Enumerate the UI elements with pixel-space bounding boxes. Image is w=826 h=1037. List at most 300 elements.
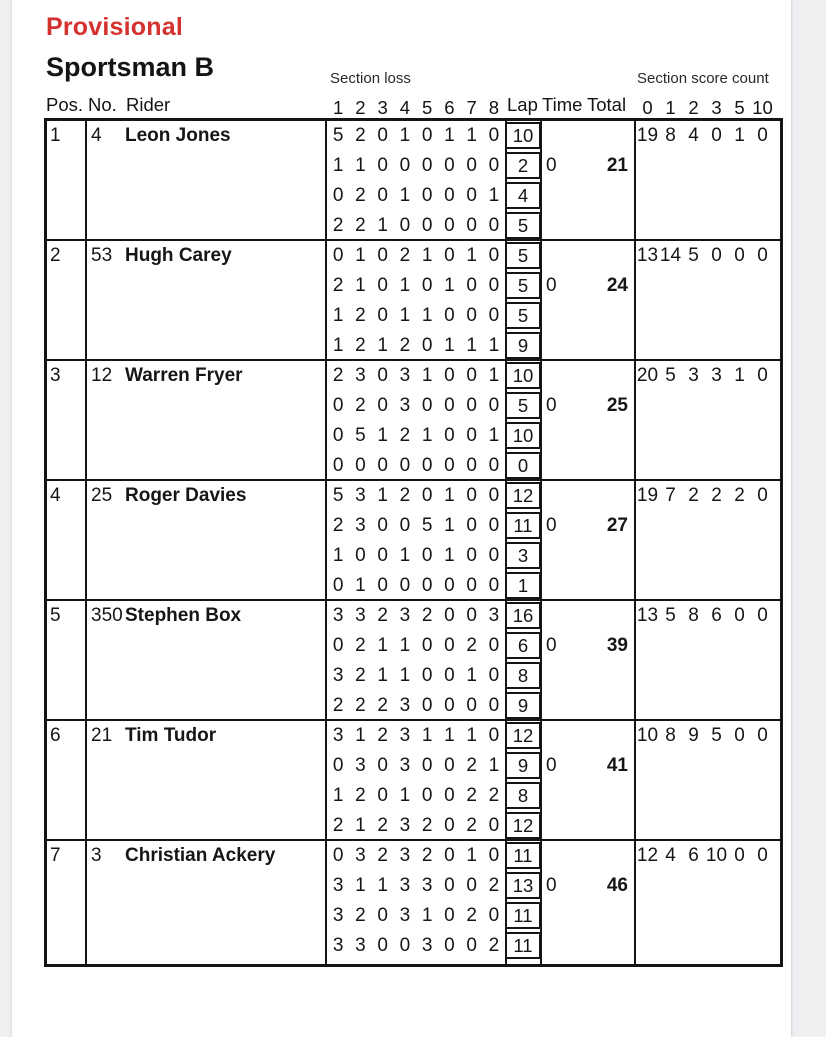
lap-total-value: 8	[505, 782, 541, 809]
lap-total-value: 12	[505, 812, 541, 839]
section-loss-value: 3	[421, 875, 433, 896]
section-loss-value: 0	[377, 275, 388, 296]
section-loss-value: 0	[355, 455, 366, 476]
section-loss-value: 2	[355, 185, 366, 206]
lap-total-column	[505, 602, 541, 722]
section-loss-value: 2	[355, 905, 366, 926]
pos-value: 4	[50, 485, 61, 506]
section-loss-value: 0	[377, 395, 388, 416]
section-loss-value: 0	[399, 455, 411, 476]
section-numbers-header	[327, 93, 505, 117]
score-count-value: 4	[688, 125, 699, 146]
score-count-value: 0	[757, 245, 768, 266]
section-loss-value: 3	[332, 875, 344, 896]
lap-total-value: 1	[505, 572, 541, 599]
score-count-grid	[636, 721, 774, 751]
section-loss-value: 0	[377, 935, 388, 956]
lap-total-value: 11	[505, 902, 541, 929]
score-count-value: 5	[665, 365, 676, 386]
score-count-header: 0	[642, 97, 653, 118]
lap-total-value: 0	[505, 452, 541, 479]
section-loss-value: 3	[399, 815, 411, 836]
section-loss-value: 0	[466, 365, 477, 386]
section-loss-value: 0	[466, 515, 477, 536]
section-loss-value: 0	[421, 155, 433, 176]
section-loss-value: 3	[488, 605, 500, 626]
total-value: 46	[606, 875, 628, 896]
section-loss-value: 2	[399, 245, 411, 266]
score-count-value: 10	[636, 725, 659, 746]
section-loss-value: 0	[488, 395, 500, 416]
section-loss-value: 0	[444, 575, 455, 596]
section-loss-value: 0	[488, 515, 500, 536]
section-loss-value: 2	[466, 785, 477, 806]
section-loss-value: 0	[488, 155, 500, 176]
section-loss-value: 0	[466, 215, 477, 236]
score-count-value: 6	[711, 605, 722, 626]
section-loss-value: 1	[421, 245, 433, 266]
section-loss-value: 0	[377, 365, 388, 386]
table-row	[47, 601, 780, 721]
section-number-header: 4	[399, 97, 411, 118]
section-loss-value: 0	[488, 455, 500, 476]
lap-total-value: 2	[505, 152, 541, 179]
score-count-value: 20	[636, 365, 659, 386]
section-loss-value: 0	[488, 845, 500, 866]
rider-number: 3	[91, 845, 102, 866]
score-count-grid	[636, 601, 774, 631]
section-loss-value: 5	[332, 485, 344, 506]
section-loss-value: 0	[332, 575, 344, 596]
lap-total-value: 11	[505, 932, 541, 959]
score-count-value: 8	[665, 125, 676, 146]
section-loss-value: 0	[377, 905, 388, 926]
rider-column-header: Rider	[126, 94, 171, 115]
section-loss-value: 0	[332, 425, 344, 446]
results-table	[44, 118, 783, 967]
section-loss-value: 0	[377, 545, 388, 566]
rider-name: Roger Davies	[125, 485, 247, 506]
lap-total-value: 3	[505, 542, 541, 569]
score-count-headers	[636, 93, 774, 117]
section-loss-value: 3	[399, 605, 411, 626]
section-loss-value: 0	[444, 845, 455, 866]
lap-total-value: 10	[505, 362, 541, 389]
section-loss-value: 1	[488, 335, 500, 356]
section-loss-value: 1	[399, 635, 411, 656]
section-loss-value: 2	[466, 905, 477, 926]
section-loss-value: 2	[377, 695, 388, 716]
score-count-value: 19	[636, 125, 659, 146]
section-loss-value: 2	[488, 935, 500, 956]
column-divider	[85, 481, 87, 599]
score-count-value: 0	[711, 125, 722, 146]
lap-column-header: Lap	[507, 94, 538, 115]
section-loss-value: 2	[421, 815, 433, 836]
section-number-header: 8	[488, 97, 500, 118]
score-count-value: 6	[688, 845, 699, 866]
section-loss-value: 2	[355, 635, 366, 656]
score-count-value: 13	[636, 605, 659, 626]
section-loss-value: 0	[488, 815, 500, 836]
section-loss-value: 0	[421, 125, 433, 146]
time-value: 0	[546, 515, 557, 536]
score-count-value: 7	[665, 485, 676, 506]
section-loss-label: Section loss	[330, 70, 411, 87]
section-loss-value: 0	[444, 785, 455, 806]
section-loss-value: 0	[421, 455, 433, 476]
score-count-value: 1	[734, 365, 745, 386]
section-loss-value: 0	[332, 635, 344, 656]
lap-total-column	[505, 242, 541, 362]
section-loss-value: 3	[355, 755, 366, 776]
provisional-title: Provisional	[46, 13, 183, 41]
section-loss-value: 1	[355, 725, 366, 746]
section-loss-value: 0	[444, 215, 455, 236]
lap-total-value: 5	[505, 272, 541, 299]
section-loss-value: 0	[377, 245, 388, 266]
section-loss-value: 1	[444, 335, 455, 356]
column-divider	[85, 601, 87, 719]
score-count-value: 12	[636, 845, 659, 866]
section-loss-value: 0	[466, 455, 477, 476]
rider-number: 4	[91, 125, 102, 146]
table-row	[47, 841, 780, 964]
section-loss-value: 5	[332, 125, 344, 146]
section-score-count-label: Section score count	[637, 70, 769, 87]
score-count-value: 0	[711, 245, 722, 266]
section-loss-value: 1	[421, 305, 433, 326]
section-loss-value: 0	[444, 635, 455, 656]
section-loss-grid	[327, 841, 505, 961]
section-loss-value: 0	[466, 575, 477, 596]
section-loss-value: 3	[399, 875, 411, 896]
section-loss-value: 0	[355, 545, 366, 566]
section-loss-value: 3	[332, 665, 344, 686]
score-count-value: 0	[757, 365, 768, 386]
score-count-value: 0	[757, 725, 768, 746]
section-loss-value: 0	[488, 125, 500, 146]
section-loss-value: 0	[377, 455, 388, 476]
section-loss-value: 0	[488, 665, 500, 686]
rider-name: Leon Jones	[125, 125, 231, 146]
section-loss-value: 0	[377, 305, 388, 326]
section-loss-value: 3	[399, 905, 411, 926]
section-loss-value: 1	[466, 725, 477, 746]
section-loss-value: 1	[377, 215, 388, 236]
total-value: 24	[606, 275, 628, 296]
section-number-header: 6	[444, 97, 455, 118]
rider-name: Warren Fryer	[125, 365, 243, 386]
section-loss-value: 3	[355, 515, 366, 536]
section-loss-value: 0	[332, 245, 344, 266]
section-loss-value: 0	[377, 575, 388, 596]
section-loss-value: 1	[332, 785, 344, 806]
score-count-value: 9	[688, 725, 699, 746]
section-loss-value: 3	[399, 725, 411, 746]
section-loss-value: 0	[444, 815, 455, 836]
rider-name: Stephen Box	[125, 605, 242, 626]
table-row	[47, 481, 780, 601]
section-loss-value: 2	[332, 215, 344, 236]
rider-number: 53	[91, 245, 113, 266]
section-loss-value: 1	[399, 305, 411, 326]
section-loss-value: 0	[488, 245, 500, 266]
time-value: 0	[546, 755, 557, 776]
section-loss-value: 0	[488, 905, 500, 926]
total-value: 27	[606, 515, 628, 536]
section-loss-value: 1	[332, 545, 344, 566]
no-column-header: No.	[88, 94, 117, 115]
section-loss-value: 0	[488, 545, 500, 566]
score-count-value: 0	[734, 245, 745, 266]
section-loss-value: 1	[466, 335, 477, 356]
section-loss-value: 3	[399, 755, 411, 776]
score-count-grid	[636, 361, 774, 391]
section-loss-value: 1	[421, 905, 433, 926]
section-loss-value: 0	[421, 215, 433, 236]
time-value: 0	[546, 395, 557, 416]
section-loss-value: 0	[399, 575, 411, 596]
score-count-value: 1	[734, 125, 745, 146]
table-row	[47, 721, 780, 841]
score-count-grid	[636, 841, 774, 871]
section-loss-value: 0	[421, 485, 433, 506]
section-loss-value: 1	[399, 185, 411, 206]
section-loss-grid	[327, 121, 505, 241]
section-loss-value: 1	[488, 365, 500, 386]
pos-column-header: Pos.	[46, 94, 84, 115]
section-loss-value: 0	[466, 875, 477, 896]
section-loss-value: 3	[421, 935, 433, 956]
score-count-value: 4	[665, 845, 676, 866]
section-number-header: 2	[355, 97, 366, 118]
rider-name: Tim Tudor	[125, 725, 217, 746]
score-count-value: 8	[665, 725, 676, 746]
section-loss-value: 0	[399, 215, 411, 236]
section-loss-value: 1	[466, 125, 477, 146]
section-loss-value: 2	[421, 605, 433, 626]
section-loss-value: 0	[421, 785, 433, 806]
score-count-value: 10	[705, 845, 728, 866]
lap-total-value: 6	[505, 632, 541, 659]
total-value: 39	[606, 635, 628, 656]
section-loss-value: 2	[332, 695, 344, 716]
section-loss-value: 3	[355, 845, 366, 866]
section-loss-value: 2	[332, 515, 344, 536]
section-loss-value: 1	[444, 515, 455, 536]
lap-total-value: 9	[505, 332, 541, 359]
section-loss-value: 0	[421, 185, 433, 206]
lap-total-value: 9	[505, 752, 541, 779]
section-loss-value: 0	[466, 185, 477, 206]
section-loss-value: 3	[332, 905, 344, 926]
section-loss-value: 0	[421, 335, 433, 356]
table-row	[47, 121, 780, 241]
section-loss-value: 0	[332, 455, 344, 476]
section-loss-value: 3	[355, 605, 366, 626]
section-loss-value: 0	[421, 395, 433, 416]
section-loss-grid	[327, 601, 505, 721]
section-loss-value: 2	[377, 725, 388, 746]
column-divider	[85, 241, 87, 359]
score-count-value: 0	[757, 845, 768, 866]
section-loss-value: 2	[355, 215, 366, 236]
section-loss-value: 0	[488, 575, 500, 596]
section-loss-value: 3	[355, 365, 366, 386]
section-loss-value: 0	[421, 635, 433, 656]
score-count-value: 2	[688, 485, 699, 506]
section-loss-value: 0	[444, 395, 455, 416]
section-loss-value: 0	[332, 185, 344, 206]
section-loss-value: 0	[466, 935, 477, 956]
total-column-header: Total	[587, 94, 627, 115]
section-loss-value: 0	[466, 695, 477, 716]
section-loss-value: 0	[466, 275, 477, 296]
section-loss-value: 0	[488, 305, 500, 326]
section-loss-value: 0	[466, 395, 477, 416]
section-loss-value: 2	[355, 395, 366, 416]
section-loss-value: 2	[377, 605, 388, 626]
section-loss-value: 1	[332, 335, 344, 356]
section-loss-value: 0	[421, 695, 433, 716]
section-loss-value: 0	[466, 155, 477, 176]
score-count-value: 19	[636, 485, 659, 506]
lap-total-value: 5	[505, 212, 541, 239]
section-loss-value: 0	[444, 365, 455, 386]
section-loss-value: 5	[421, 515, 433, 536]
section-loss-value: 1	[444, 125, 455, 146]
section-loss-value: 5	[355, 425, 366, 446]
section-loss-value: 1	[377, 425, 388, 446]
section-loss-value: 1	[399, 275, 411, 296]
lap-total-value: 9	[505, 692, 541, 719]
section-number-header: 5	[421, 97, 433, 118]
section-loss-value: 0	[444, 755, 455, 776]
section-loss-value: 2	[355, 695, 366, 716]
score-count-value: 0	[757, 605, 768, 626]
score-count-value: 5	[711, 725, 722, 746]
section-loss-value: 1	[332, 305, 344, 326]
section-loss-value: 0	[332, 395, 344, 416]
section-loss-value: 0	[444, 935, 455, 956]
lap-total-value: 11	[505, 512, 541, 539]
section-loss-value: 2	[466, 815, 477, 836]
section-loss-value: 0	[488, 275, 500, 296]
column-divider	[85, 841, 87, 964]
section-loss-value: 0	[444, 875, 455, 896]
section-loss-value: 1	[377, 485, 388, 506]
section-loss-value: 0	[488, 485, 500, 506]
section-loss-value: 0	[399, 515, 411, 536]
section-loss-value: 3	[399, 845, 411, 866]
time-value: 0	[546, 875, 557, 896]
section-loss-value: 0	[444, 605, 455, 626]
score-count-grid	[636, 481, 774, 511]
section-loss-value: 1	[444, 485, 455, 506]
section-loss-value: 0	[444, 665, 455, 686]
lap-total-column	[505, 362, 541, 482]
score-count-header: 1	[665, 97, 676, 118]
score-count-value: 2	[711, 485, 722, 506]
section-loss-value: 1	[377, 335, 388, 356]
section-loss-value: 1	[444, 275, 455, 296]
section-loss-value: 2	[377, 815, 388, 836]
section-loss-value: 1	[421, 725, 433, 746]
section-loss-value: 3	[399, 365, 411, 386]
pos-value: 5	[50, 605, 61, 626]
score-count-header: 10	[752, 97, 773, 118]
section-loss-value: 0	[444, 695, 455, 716]
column-divider	[85, 361, 87, 479]
lap-total-value: 5	[505, 302, 541, 329]
score-count-value: 5	[688, 245, 699, 266]
section-loss-grid	[327, 481, 505, 601]
section-loss-value: 2	[488, 875, 500, 896]
section-loss-value: 0	[399, 155, 411, 176]
column-divider	[85, 721, 87, 839]
section-loss-value: 0	[421, 575, 433, 596]
rider-number: 350	[91, 605, 123, 626]
class-title: Sportsman B	[46, 52, 215, 82]
score-count-value: 0	[757, 125, 768, 146]
section-loss-value: 0	[377, 755, 388, 776]
score-count-header: 2	[688, 97, 699, 118]
section-loss-value: 0	[444, 455, 455, 476]
score-count-header: 3	[711, 97, 722, 118]
section-loss-value: 2	[332, 815, 344, 836]
section-loss-value: 0	[444, 245, 455, 266]
score-count-value: 2	[734, 485, 745, 506]
section-loss-value: 3	[355, 485, 366, 506]
section-loss-value: 0	[488, 725, 500, 746]
time-value: 0	[546, 275, 557, 296]
section-loss-value: 1	[377, 875, 388, 896]
section-loss-value: 3	[332, 725, 344, 746]
time-value: 0	[546, 635, 557, 656]
section-loss-value: 2	[355, 335, 366, 356]
score-count-value: 0	[734, 725, 745, 746]
section-loss-value: 0	[444, 185, 455, 206]
section-loss-value: 3	[332, 605, 344, 626]
score-count-value: 0	[734, 605, 745, 626]
section-loss-value: 2	[332, 365, 344, 386]
column-divider	[85, 121, 87, 239]
section-loss-value: 0	[332, 755, 344, 776]
section-loss-value: 0	[466, 605, 477, 626]
lap-total-value: 5	[505, 392, 541, 419]
rider-number: 21	[91, 725, 113, 746]
section-loss-value: 1	[444, 545, 455, 566]
section-number-header: 7	[466, 97, 477, 118]
rider-name: Christian Ackery	[125, 845, 276, 866]
section-loss-value: 0	[466, 545, 477, 566]
section-loss-value: 1	[488, 425, 500, 446]
section-loss-value: 1	[355, 245, 366, 266]
section-loss-value: 2	[466, 635, 477, 656]
table-row	[47, 241, 780, 361]
total-value: 25	[606, 395, 628, 416]
section-loss-value: 1	[399, 785, 411, 806]
lap-total-value: 5	[505, 242, 541, 269]
section-loss-value: 2	[355, 785, 366, 806]
lap-total-value: 10	[505, 422, 541, 449]
score-count-grid	[636, 241, 774, 271]
section-loss-value: 0	[377, 185, 388, 206]
pos-value: 3	[50, 365, 61, 386]
section-loss-value: 0	[421, 755, 433, 776]
section-loss-value: 2	[488, 785, 500, 806]
